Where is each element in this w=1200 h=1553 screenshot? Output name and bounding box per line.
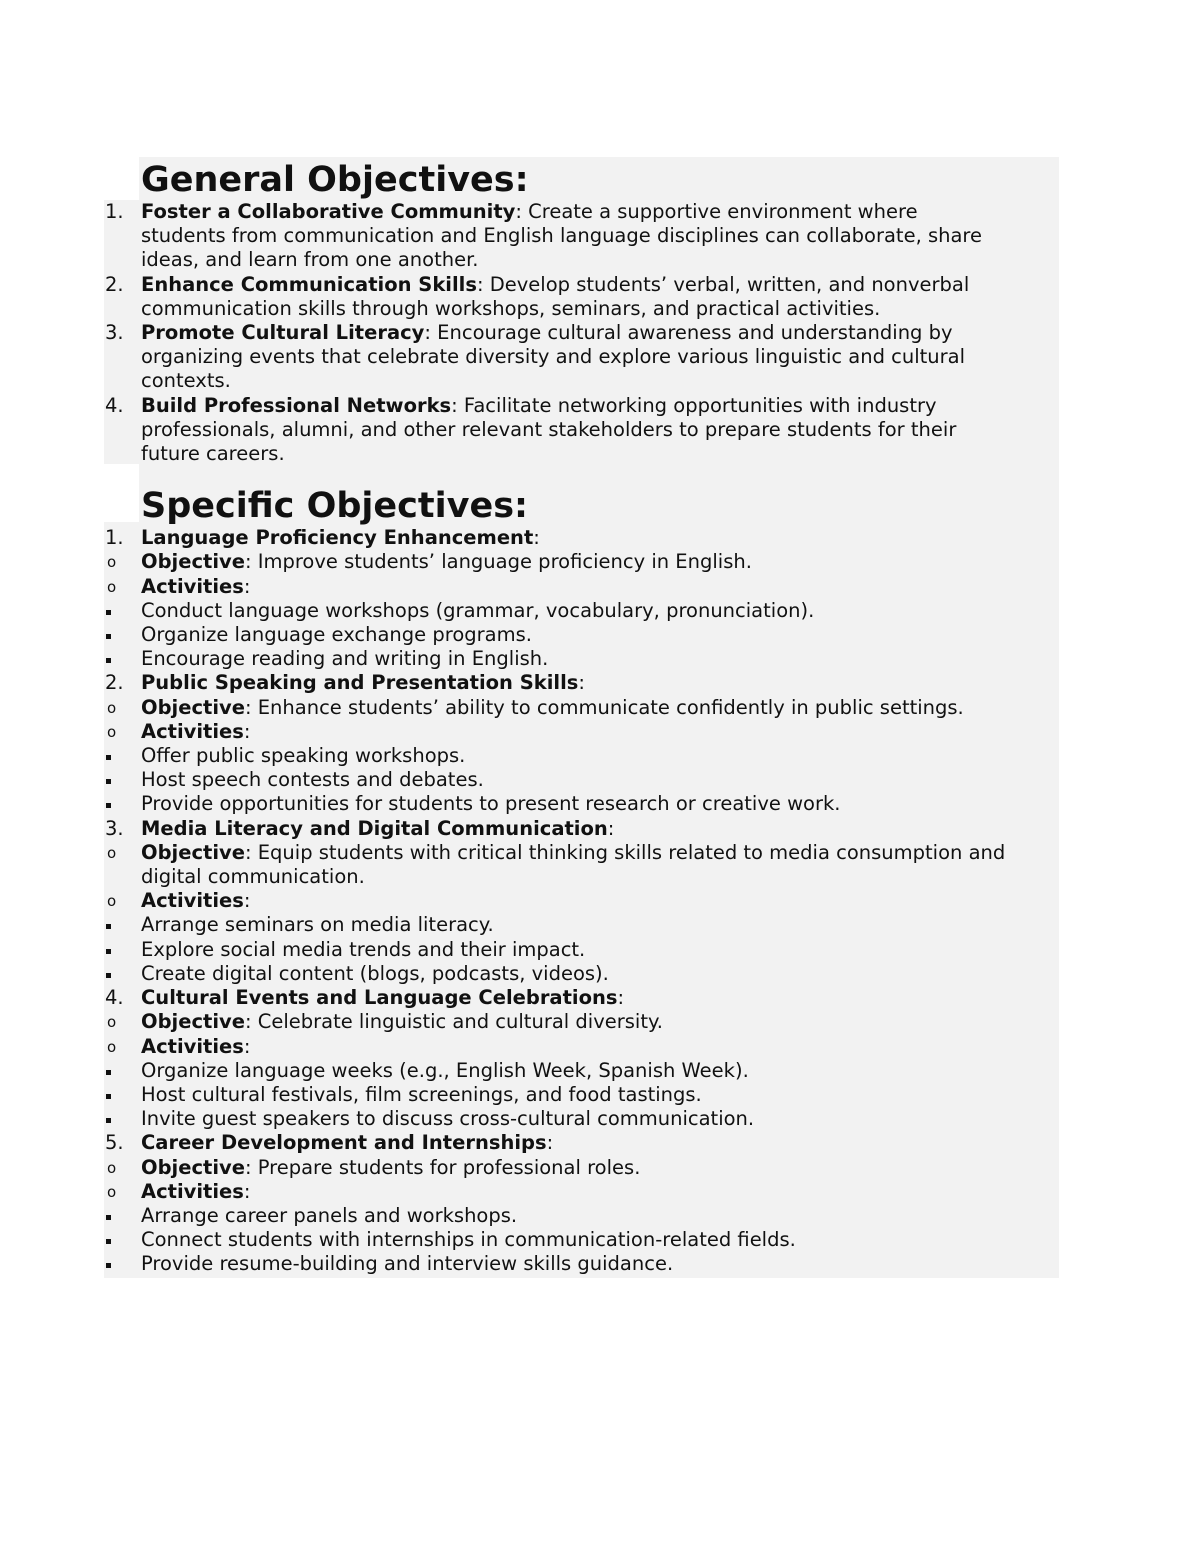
activities-label: Activities (141, 574, 244, 598)
activity-text: Conduct language workshops (grammar, vocabulary, pronunciation). (141, 598, 815, 622)
item-separator: : (607, 816, 615, 840)
item-title: Language Proficiency Enhancement (141, 526, 534, 550)
item-separator: : (424, 321, 431, 345)
activity-text: Connect students with internships in communication-related fields. (141, 1228, 796, 1252)
item-text: organizing events that celebrate diversity and explore various linguistic and cultural (141, 345, 966, 369)
objective-label: Objective (141, 840, 245, 864)
square-bullet-icon (106, 1118, 111, 1123)
item-title: Media Literacy and Digital Communication (141, 816, 608, 840)
item-text: Facilitate networking opportunities with industry (457, 393, 937, 417)
activities-line (104, 575, 1059, 599)
activity-text: Arrange seminars on media literacy. (141, 913, 494, 937)
general-objective-continuation (104, 345, 1059, 369)
circle-bullet-icon: o (107, 1158, 117, 1177)
general-objective-continuation (104, 418, 1059, 442)
activity-item (104, 1083, 1059, 1107)
activity-item (104, 1059, 1059, 1083)
objective-text: : Enhance students’ ability to communicate confidently in public settings. (244, 695, 964, 719)
item-title: Promote Cultural Literacy (141, 321, 425, 345)
item-text: contexts. (141, 369, 231, 393)
general-objective-continuation (104, 248, 1059, 272)
square-bullet-icon (106, 924, 111, 929)
objective-text: : Equip students with critical thinking skills related to media consumption and (244, 840, 1006, 864)
objective-text: : Prepare students for professional roles. (244, 1155, 641, 1179)
objective-text: digital communication. (141, 865, 365, 889)
specific-objective-item (104, 1131, 1059, 1155)
item-separator: : (578, 671, 585, 695)
specific-objective-item (104, 671, 1059, 695)
activity-text: Arrange career panels and workshops. (141, 1203, 518, 1227)
item-title: Career Development and Internships (141, 1131, 547, 1155)
square-bullet-icon (106, 973, 111, 978)
item-title: Foster a Collaborative Community (141, 200, 516, 223)
circle-bullet-icon: o (107, 1013, 117, 1032)
item-separator: : (515, 200, 522, 223)
activities-separator: : (243, 574, 251, 598)
item-text: Encourage cultural awareness and understanding by (430, 321, 953, 345)
activity-item (104, 647, 1059, 671)
specific-objectives-heading: Specific Objectives: (141, 486, 529, 527)
specific-objectives-list (104, 526, 1059, 1276)
activity-item (104, 599, 1059, 623)
square-bullet-icon (106, 1215, 111, 1220)
objective-continuation (104, 865, 1059, 889)
item-text: ideas, and learn from one another. (141, 248, 479, 272)
activity-item (104, 962, 1059, 986)
list-number: 1. (105, 200, 124, 223)
item-separator: : (476, 272, 484, 296)
objective-label: Objective (141, 550, 245, 574)
activity-item (104, 1228, 1059, 1252)
circle-bullet-icon: o (107, 892, 117, 911)
objective-label: Objective (141, 1155, 245, 1179)
square-bullet-icon (106, 1239, 111, 1244)
general-objective-continuation (104, 442, 1059, 466)
activities-label: Activities (141, 1034, 244, 1058)
activities-line (104, 720, 1059, 744)
circle-bullet-icon: o (107, 553, 117, 572)
activities-separator: : (243, 1179, 251, 1203)
list-number: 5. (105, 1131, 124, 1155)
item-text: Create a supportive environment where (521, 200, 918, 223)
circle-bullet-icon: o (107, 1037, 117, 1056)
activity-item (104, 623, 1059, 647)
square-bullet-icon (106, 658, 111, 663)
activity-text: Host speech contests and debates. (141, 768, 484, 792)
activities-separator: : (243, 719, 251, 743)
square-bullet-icon (106, 755, 111, 760)
activity-item (104, 792, 1059, 816)
item-text: professionals, alumni, and other relevant stakeholders to prepare students for their (141, 417, 957, 441)
circle-bullet-icon: o (107, 577, 117, 596)
activity-text: Create digital content (blogs, podcasts, videos). (141, 961, 609, 985)
general-objective-item (104, 273, 1059, 297)
objective-label: Objective (141, 695, 245, 719)
general-objective-continuation (104, 297, 1059, 321)
item-separator: : (451, 393, 458, 417)
general-objective-continuation (104, 369, 1059, 393)
specific-objective-item (104, 526, 1059, 550)
item-title: Public Speaking and Presentation Skills (141, 671, 579, 695)
square-bullet-icon (106, 949, 111, 954)
activity-text: Invite guest speakers to discuss cross-cultural communication. (141, 1107, 755, 1131)
list-number: 3. (105, 321, 124, 345)
list-number: 2. (105, 272, 124, 296)
activity-item (104, 1252, 1059, 1276)
list-number: 4. (105, 393, 124, 417)
activities-label: Activities (141, 1179, 244, 1203)
activity-item (104, 768, 1059, 792)
activity-text: Provide opportunities for students to present research or creative work. (141, 792, 841, 816)
activity-text: Organize language exchange programs. (141, 623, 532, 647)
activity-text: Host cultural festivals, film screenings, and food tastings. (141, 1082, 702, 1106)
activities-label: Activities (141, 889, 244, 913)
objective-line (104, 841, 1059, 865)
square-bullet-icon (106, 803, 111, 808)
list-number: 3. (105, 816, 124, 840)
activities-line (104, 1035, 1059, 1059)
activity-item (104, 938, 1059, 962)
general-objectives-heading: General Objectives: (141, 160, 529, 200)
activities-separator: : (243, 889, 251, 913)
item-title: Cultural Events and Language Celebrations (141, 986, 618, 1010)
objective-line (104, 696, 1059, 720)
activities-line (104, 1180, 1059, 1204)
objective-text: : Improve students’ language proficiency in English. (244, 550, 752, 574)
objective-line (104, 550, 1059, 574)
activity-text: Encourage reading and writing in English. (141, 647, 549, 671)
activity-item (104, 1107, 1059, 1131)
activities-line (104, 889, 1059, 913)
item-separator: : (546, 1131, 554, 1155)
list-number: 2. (105, 671, 124, 695)
activities-separator: : (243, 1034, 251, 1058)
circle-bullet-icon: o (107, 1182, 117, 1201)
objective-label: Objective (141, 1010, 245, 1034)
activity-text: Organize language weeks (e.g., English Week, Spanish Week). (141, 1058, 749, 1082)
list-number: 1. (105, 526, 124, 550)
circle-bullet-icon: o (107, 698, 117, 717)
item-text: students from communication and English language disciplines can collaborate, share (141, 224, 983, 248)
item-title: Build Professional Networks (141, 393, 452, 417)
square-bullet-icon (106, 779, 111, 784)
item-separator: : (533, 526, 540, 550)
activity-item (104, 913, 1059, 937)
circle-bullet-icon: o (107, 722, 117, 741)
objective-line (104, 1156, 1059, 1180)
square-bullet-icon (106, 1070, 111, 1075)
item-text: Develop students’ verbal, written, and nonverbal (483, 272, 970, 296)
general-objective-item (104, 394, 1059, 418)
objective-text: : Celebrate linguistic and cultural diversity. (244, 1010, 663, 1034)
activity-item (104, 1204, 1059, 1228)
list-number: 4. (105, 986, 124, 1010)
item-separator: : (617, 986, 625, 1010)
objective-line (104, 1010, 1059, 1034)
square-bullet-icon (106, 634, 111, 639)
activity-item (104, 744, 1059, 768)
activities-label: Activities (141, 719, 244, 743)
general-objective-continuation (104, 224, 1059, 248)
document-body (104, 160, 1059, 1277)
general-objective-item (104, 321, 1059, 345)
general-objective-item (104, 200, 1059, 224)
general-objectives-list (104, 200, 1059, 466)
square-bullet-icon (106, 1263, 111, 1268)
specific-objective-item (104, 817, 1059, 841)
square-bullet-icon (106, 1094, 111, 1099)
item-text: communication skills through workshops, seminars, and practical activities. (141, 296, 881, 320)
activity-text: Offer public speaking workshops. (141, 744, 466, 768)
square-bullet-icon (106, 610, 111, 615)
circle-bullet-icon: o (107, 843, 117, 862)
item-text: future careers. (141, 442, 285, 466)
activity-text: Provide resume-building and interview skills guidance. (141, 1252, 674, 1276)
activity-text: Explore social media trends and their impact. (141, 937, 586, 961)
item-title: Enhance Communication Skills (141, 272, 477, 296)
specific-objective-item (104, 986, 1059, 1010)
